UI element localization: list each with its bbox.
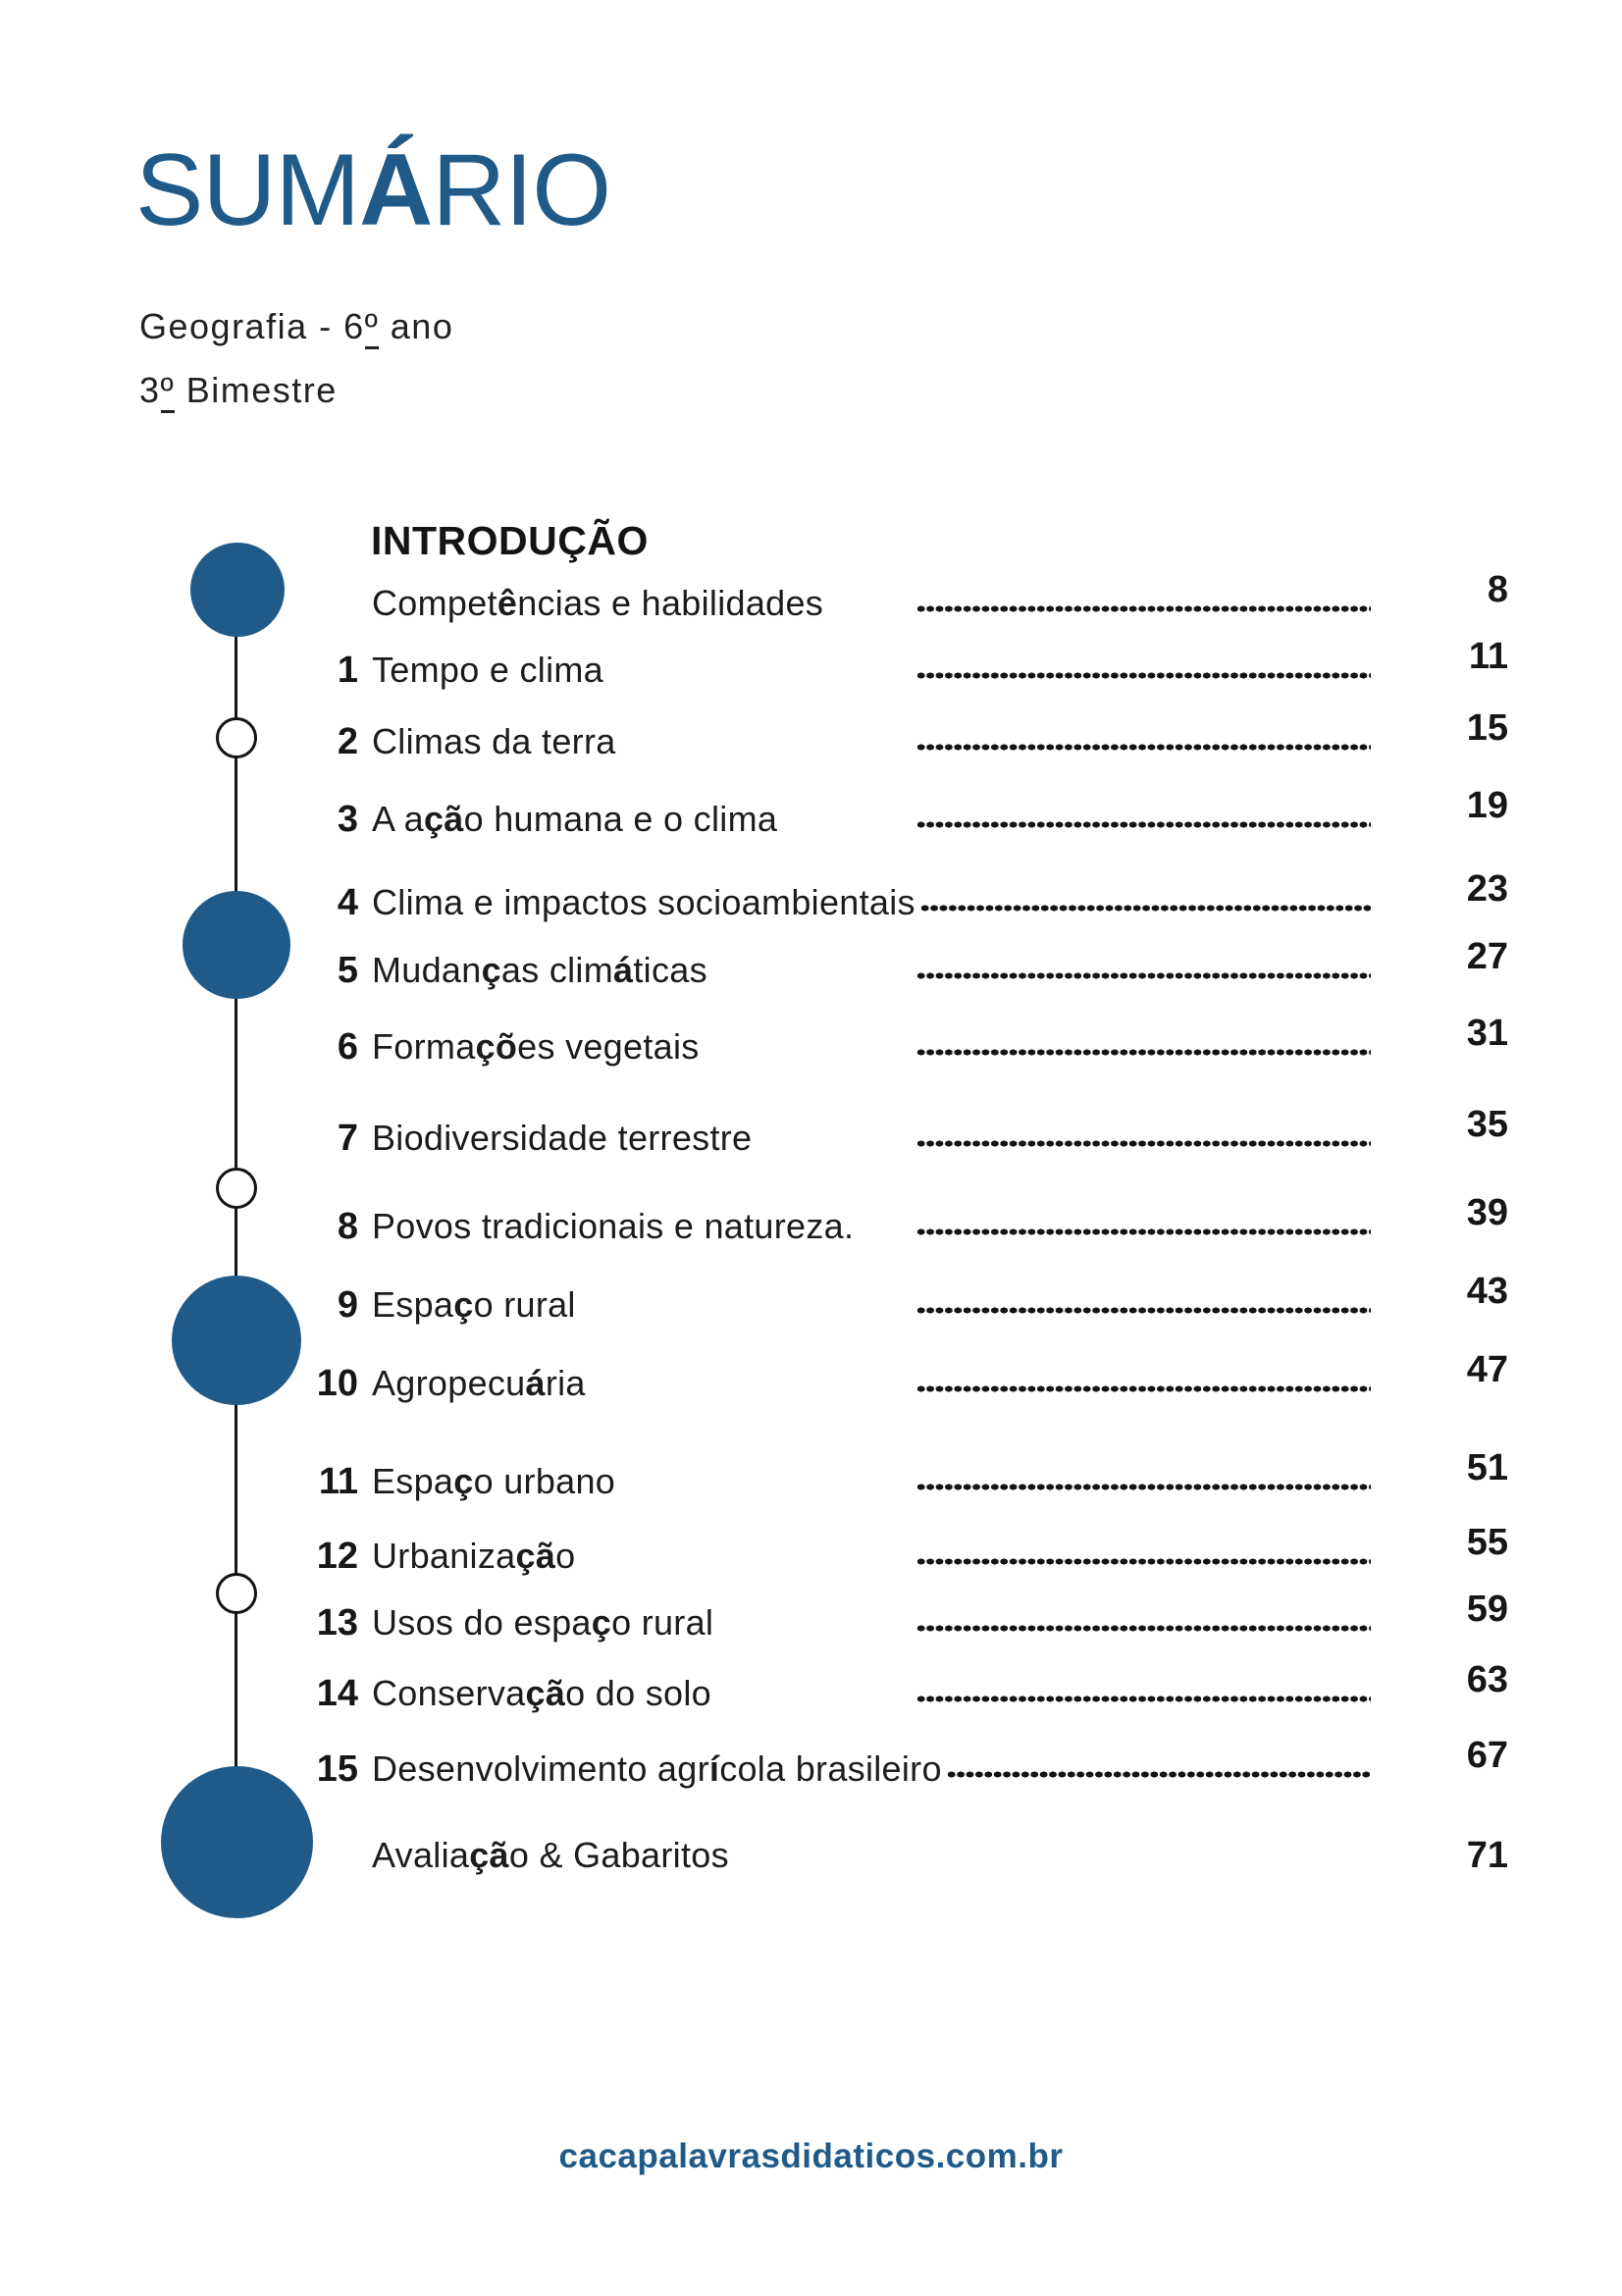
page-number: 27	[1466, 935, 1508, 977]
timeline-line	[235, 590, 237, 1842]
toc-row	[289, 784, 1508, 847]
toc-row	[289, 1103, 1508, 1166]
toc-row	[289, 1588, 1508, 1650]
chapter-number: 15	[316, 1748, 358, 1790]
page-number: 47	[1466, 1348, 1508, 1390]
chapter-title: Agropecuária	[372, 1363, 586, 1403]
toc-row	[289, 1270, 1508, 1332]
dot-leader	[916, 605, 1371, 612]
toc-list	[289, 0, 1508, 2296]
dot-leader	[916, 1307, 1371, 1314]
toc-row	[289, 1734, 1508, 1797]
timeline-open-circle	[216, 717, 257, 758]
dot-leader	[916, 1696, 1371, 1702]
chapter-title: Espaço urbano	[372, 1461, 616, 1501]
dot-leader	[916, 821, 1371, 828]
page-number: 31	[1466, 1012, 1508, 1054]
dot-leader	[916, 1484, 1371, 1490]
dot-leader	[916, 672, 1371, 679]
section-header: INTRODUÇÃO	[371, 518, 649, 563]
toc-row	[289, 1658, 1508, 1721]
dot-leader	[916, 1049, 1371, 1056]
chapter-number: 4	[337, 881, 358, 923]
chapter-title: Biodiversidade terrestre	[372, 1118, 753, 1158]
chapter-number: 3	[337, 798, 358, 840]
toc-row	[289, 1012, 1508, 1074]
chapter-number: 11	[318, 1460, 358, 1502]
toc-row	[289, 1348, 1508, 1411]
page-number: 55	[1466, 1521, 1508, 1563]
dot-leader	[920, 905, 1371, 912]
chapter-number: 7	[337, 1117, 358, 1159]
chapter-number: 5	[337, 949, 358, 991]
chapter-title: Formações vegetais	[372, 1026, 700, 1067]
chapter-title: Climas da terra	[372, 721, 616, 761]
dot-leader	[916, 1228, 1371, 1235]
chapter-number: 8	[337, 1205, 358, 1247]
footer-url: cacapalavrasdidaticos.com.br	[558, 2137, 1064, 2175]
toc-row	[289, 1828, 1508, 1883]
chapter-number: 2	[337, 720, 358, 762]
chapter-title: Desenvolvimento agrícola brasileiro	[372, 1748, 942, 1789]
page-number: 71	[1466, 1834, 1508, 1876]
chapter-title: Espaço rural	[372, 1284, 576, 1325]
page-number: 8	[1487, 568, 1508, 610]
toc-row	[289, 706, 1508, 769]
chapter-number: 1	[337, 649, 358, 691]
page-number: 19	[1466, 784, 1508, 826]
timeline-open-circle	[216, 1573, 257, 1614]
chapter-number: 10	[316, 1362, 358, 1404]
chapter-number: 13	[316, 1601, 358, 1644]
toc-row	[289, 1521, 1508, 1584]
dot-leader	[916, 972, 1371, 979]
page-title: SUMÁRIO	[135, 133, 611, 247]
chapter-title: Tempo e clima	[372, 650, 603, 690]
dot-leader	[916, 1625, 1371, 1632]
dot-leader	[916, 744, 1371, 751]
page-number: 51	[1466, 1446, 1508, 1488]
dot-leader	[916, 1140, 1371, 1147]
chapter-title: A ação humana e o clima	[372, 799, 778, 839]
page-number: 63	[1466, 1658, 1508, 1700]
timeline-filled-circle	[172, 1276, 301, 1405]
toc-row	[289, 1446, 1508, 1509]
page-number: 11	[1468, 635, 1508, 677]
toc-row	[289, 867, 1508, 930]
page-number: 67	[1466, 1734, 1508, 1776]
toc-row	[289, 635, 1508, 698]
subject-grade-subtitle: Geografia - 6º ano	[139, 306, 453, 347]
page-number: 59	[1466, 1588, 1508, 1630]
page-number: 15	[1466, 706, 1508, 749]
dot-leader	[916, 1385, 1371, 1392]
dot-leader	[916, 1558, 1371, 1565]
timeline-filled-circle	[190, 543, 285, 637]
page-number: 35	[1466, 1103, 1508, 1145]
timeline-filled-circle	[183, 891, 290, 999]
chapter-title: Avaliação & Gabaritos	[372, 1835, 729, 1875]
toc-row	[289, 935, 1508, 998]
chapter-title: Povos tradicionais e natureza.	[372, 1206, 855, 1246]
chapter-title: Urbanização	[372, 1536, 576, 1576]
page-number: 39	[1466, 1191, 1508, 1233]
dot-leader	[947, 1771, 1371, 1778]
chapter-title: Mudanças climáticas	[372, 950, 707, 990]
chapter-title: Clima e impactos socioambientais	[372, 882, 916, 922]
chapter-number: 6	[337, 1025, 358, 1068]
chapter-number: 9	[337, 1283, 358, 1326]
bimester-subtitle: 3º Bimestre	[139, 370, 338, 411]
chapter-number: 14	[316, 1672, 358, 1714]
timeline-open-circle	[216, 1168, 257, 1209]
chapter-title: Conservação do solo	[372, 1673, 711, 1713]
page-number: 43	[1466, 1270, 1508, 1312]
toc-row	[289, 1191, 1508, 1254]
chapter-number: 12	[316, 1535, 358, 1577]
chapter-title: Competências e habilidades	[372, 583, 824, 623]
page-number: 23	[1466, 867, 1508, 910]
chapter-title: Usos do espaço rural	[372, 1602, 714, 1643]
toc-row	[289, 568, 1508, 631]
